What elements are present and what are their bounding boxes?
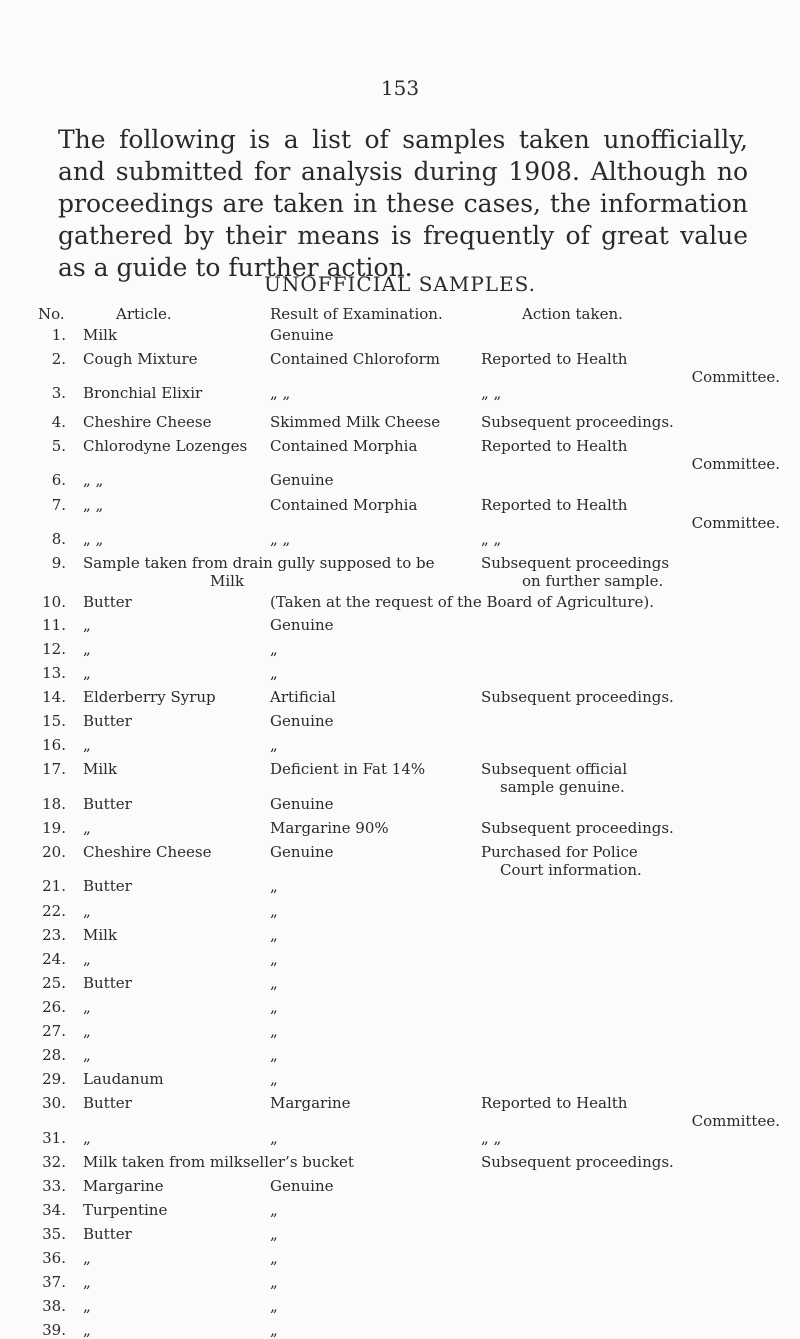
article: Turpentine <box>83 1201 168 1219</box>
action: „ „ <box>481 384 502 402</box>
result: Margarine <box>270 1094 351 1112</box>
article: Laudanum <box>83 1070 164 1088</box>
article: Elderberry Syrup <box>83 688 216 706</box>
result: Genuine <box>270 471 334 489</box>
result: „ <box>270 1273 278 1291</box>
result: Skimmed Milk Cheese <box>270 413 441 431</box>
article: Milk <box>83 760 118 778</box>
result: Contained Morphia <box>270 496 418 514</box>
article: Chlorodyne Lozenges <box>83 437 248 455</box>
result: „ <box>270 1046 278 1064</box>
no: 10. <box>42 593 66 611</box>
result: „ <box>270 1225 278 1243</box>
article: Butter <box>83 877 132 895</box>
no: 21. <box>42 877 66 895</box>
article: „ <box>83 736 91 754</box>
result: Genuine <box>270 616 334 634</box>
no: 20. <box>42 843 66 861</box>
no: 24. <box>42 950 66 968</box>
no: 15. <box>42 712 66 730</box>
action: Reported to Health <box>481 1094 628 1112</box>
no: 9. <box>51 554 66 572</box>
article: „ <box>83 1297 91 1315</box>
article: „ <box>83 1249 91 1267</box>
table-heading: UNOFFICIAL SAMPLES. <box>264 272 536 296</box>
article: „ <box>83 902 91 920</box>
span: Sample taken from drain gully supposed to be <box>83 554 435 572</box>
no: 29. <box>42 1070 66 1088</box>
header-result: Result of Examination. <box>270 305 443 323</box>
article: „ <box>83 1022 91 1040</box>
article: „ <box>83 664 91 682</box>
result: Genuine <box>270 843 334 861</box>
no: 22. <box>42 902 66 920</box>
article: Bronchial Elixir <box>83 384 203 402</box>
article: „ <box>83 616 91 634</box>
no: 25. <box>42 974 66 992</box>
no: 1. <box>51 326 66 344</box>
result: „ <box>270 1129 278 1147</box>
article: Milk <box>83 926 118 944</box>
article: „ <box>83 1273 91 1291</box>
action2: Committee. <box>691 368 780 386</box>
article: „ „ <box>83 496 104 514</box>
result: Genuine <box>270 1177 334 1195</box>
header-article: Article. <box>116 305 172 323</box>
result: „ <box>270 926 278 944</box>
no: 27. <box>42 1022 66 1040</box>
no: 4. <box>51 413 66 431</box>
result: „ <box>270 950 278 968</box>
span: (Taken at the request of the Board of Agriculture). <box>270 593 654 611</box>
result: Contained Chloroform <box>270 350 440 368</box>
result: Artificial <box>270 688 336 706</box>
no: 34. <box>42 1201 66 1219</box>
article: „ „ <box>83 530 104 548</box>
no: 33. <box>42 1177 66 1195</box>
result: „ <box>270 640 278 658</box>
article: Milk <box>83 326 118 344</box>
no: 30. <box>42 1094 66 1112</box>
no: 28. <box>42 1046 66 1064</box>
no: 6. <box>51 471 66 489</box>
no: 38. <box>42 1297 66 1315</box>
article: „ <box>83 1046 91 1064</box>
no: 37. <box>42 1273 66 1291</box>
action: Reported to Health <box>481 496 628 514</box>
no: 11. <box>42 616 66 634</box>
no: 16. <box>42 736 66 754</box>
article: Cough Mixture <box>83 350 198 368</box>
no: 17. <box>42 760 66 778</box>
article: Cheshire Cheese <box>83 843 212 861</box>
result: „ <box>270 998 278 1016</box>
result: „ <box>270 736 278 754</box>
article: „ <box>83 819 91 837</box>
article: „ <box>83 640 91 658</box>
article: „ „ <box>83 471 104 489</box>
no: 5. <box>51 437 66 455</box>
no: 26. <box>42 998 66 1016</box>
result: „ <box>270 974 278 992</box>
no: 18. <box>42 795 66 813</box>
no: 32. <box>42 1153 66 1171</box>
no: 14. <box>42 688 66 706</box>
samples-table <box>0 305 800 1339</box>
result: „ <box>270 1022 278 1040</box>
no: 3. <box>51 384 66 402</box>
article: „ <box>83 1129 91 1147</box>
action: Subsequent official <box>481 760 628 778</box>
header-no: No. <box>38 305 65 323</box>
article: Butter <box>83 593 132 611</box>
result: Genuine <box>270 326 334 344</box>
action: Subsequent proceedings. <box>481 413 674 431</box>
result: Genuine <box>270 712 334 730</box>
no: 36. <box>42 1249 66 1267</box>
span2: Milk <box>210 572 245 590</box>
article: Butter <box>83 974 132 992</box>
no: 19. <box>42 819 66 837</box>
article: „ <box>83 950 91 968</box>
result: Genuine <box>270 795 334 813</box>
action2: Committee. <box>691 514 780 532</box>
no: 7. <box>51 496 66 514</box>
result: „ <box>270 877 278 895</box>
action: „ „ <box>481 530 502 548</box>
result: „ <box>270 1297 278 1315</box>
action: „ „ <box>481 1129 502 1147</box>
header-action: Action taken. <box>522 305 623 323</box>
result: Deficient in Fat 14% <box>270 760 426 778</box>
no: 12. <box>42 640 66 658</box>
result: „ <box>270 902 278 920</box>
article: Butter <box>83 795 132 813</box>
result: Contained Morphia <box>270 437 418 455</box>
no: 13. <box>42 664 66 682</box>
action: Reported to Health <box>481 350 628 368</box>
action2: Committee. <box>691 455 780 473</box>
action2: Court information. <box>500 861 642 879</box>
result: „ <box>270 1249 278 1267</box>
result: „ <box>270 1321 278 1339</box>
result: „ <box>270 664 278 682</box>
no: 31. <box>42 1129 66 1147</box>
no: 35. <box>42 1225 66 1243</box>
no: 39. <box>42 1321 66 1339</box>
action: Subsequent proceedings. <box>481 1153 674 1171</box>
result: „ „ <box>270 530 291 548</box>
result: „ <box>270 1201 278 1219</box>
article: Cheshire Cheese <box>83 413 212 431</box>
article: Butter <box>83 712 132 730</box>
action: Subsequent proceedings. <box>481 819 674 837</box>
intro-paragraph: The following is a list of samples taken unofficially, and submitted for analysis during 1908. Although no proceedings are taken in these cases, the information gathered by their means is frequently of great value as a guide to further action. <box>58 125 748 282</box>
article: „ <box>83 1321 91 1339</box>
result: „ „ <box>270 384 291 402</box>
action: Reported to Health <box>481 437 628 455</box>
action: Subsequent proceedings. <box>481 688 674 706</box>
article: Margarine <box>83 1177 164 1195</box>
action: Subsequent proceedings <box>481 554 670 572</box>
no: 23. <box>42 926 66 944</box>
action: Purchased for Police <box>481 843 638 861</box>
action2: Committee. <box>691 1112 780 1130</box>
article: Butter <box>83 1225 132 1243</box>
article: Butter <box>83 1094 132 1112</box>
no: 8. <box>51 530 66 548</box>
article: „ <box>83 998 91 1016</box>
span: Milk taken from milkseller’s bucket <box>83 1153 354 1171</box>
action2: on further sample. <box>522 572 664 590</box>
action2: sample genuine. <box>500 778 625 796</box>
result: „ <box>270 1070 278 1088</box>
no: 2. <box>51 350 66 368</box>
page-number: 153 <box>380 76 420 100</box>
result: Margarine 90% <box>270 819 389 837</box>
